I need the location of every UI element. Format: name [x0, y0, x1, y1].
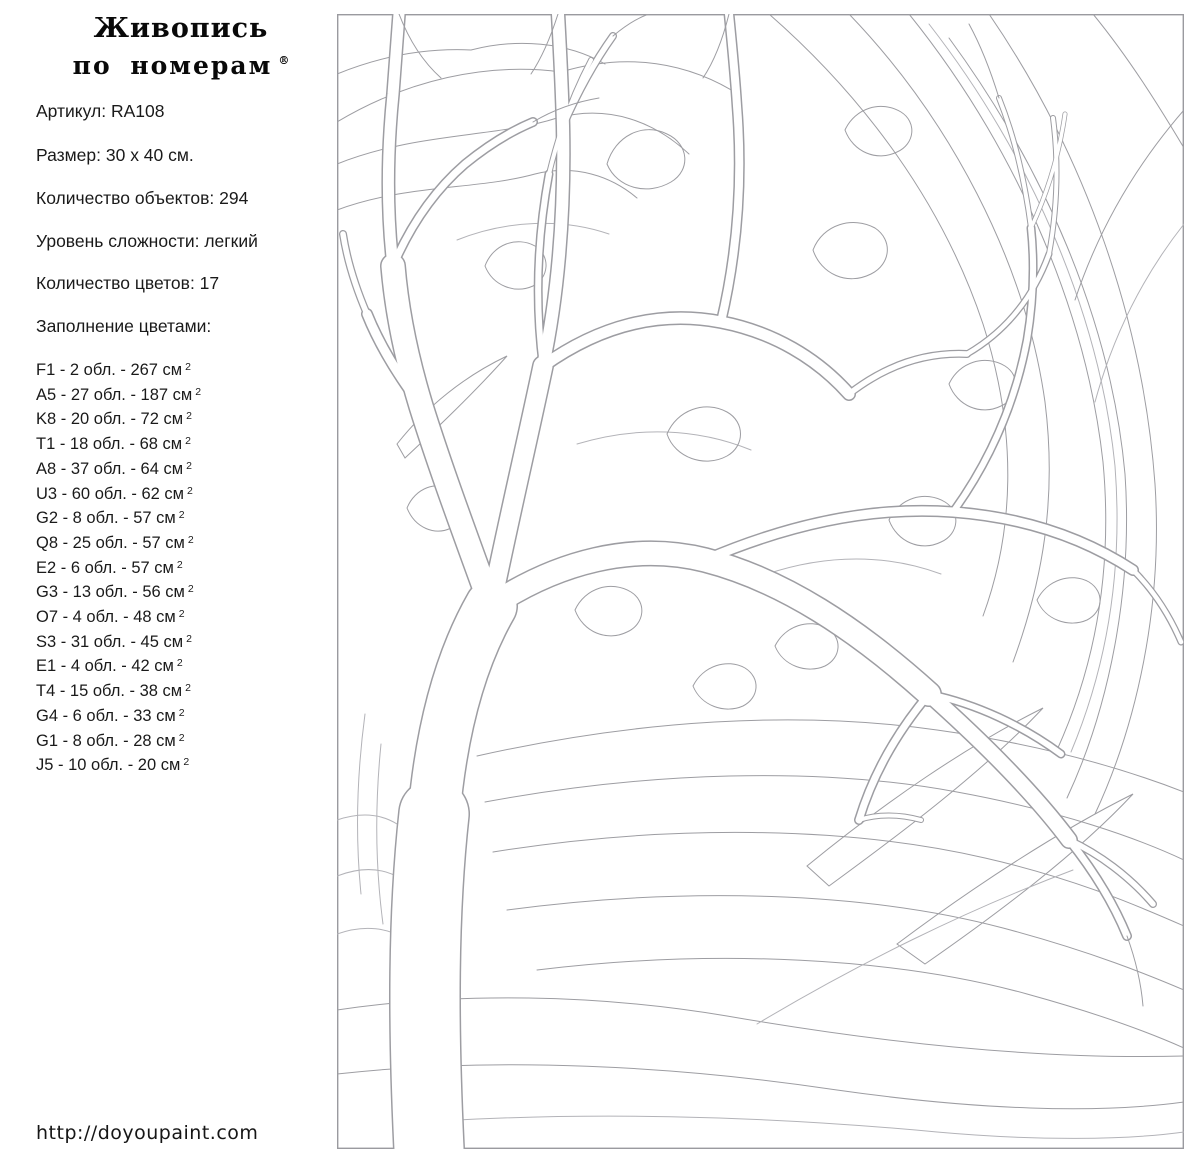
color-fill-item: G3 - 13 обл. - 56 см $^2$ — [36, 583, 194, 602]
brand-logo — [56, 14, 306, 80]
color-fill-item: J5 - 10 обл. - 20 см $^2$ — [36, 756, 190, 775]
color-fill-list — [36, 357, 201, 777]
tree-line-art — [337, 14, 1184, 1149]
color-fill-item: G1 - 8 обл. - 28 см $^2$ — [36, 731, 185, 750]
brand-logo-line1: Живопись — [93, 13, 269, 44]
color-fill-item: T1 - 18 обл. - 68 см $^2$ — [36, 435, 191, 454]
color-fill-item: E2 - 6 обл. - 57 см $^2$ — [36, 558, 183, 577]
registered-trademark: ® — [278, 54, 290, 67]
color-fill-item: A5 - 27 обл. - 187 см $^2$ — [36, 385, 202, 404]
color-fill-item: U3 - 60 обл. - 62 см $^2$ — [36, 484, 193, 503]
color-fill-item: G2 - 8 обл. - 57 см $^2$ — [36, 509, 185, 528]
difficulty-line: Уровень сложности: легкий — [36, 231, 258, 251]
color-fill-item: A8 - 37 обл. - 64 см $^2$ — [36, 459, 192, 478]
color-fill-item: Q8 - 25 обл. - 57 см $^2$ — [36, 533, 194, 552]
color-fill-item: T4 - 15 обл. - 38 см $^2$ — [36, 682, 191, 701]
canvas-area — [337, 14, 1184, 1149]
size-line: Размер: 30 x 40 см. — [36, 145, 194, 165]
website-url[interactable]: http://doyoupaint.com — [36, 1122, 259, 1144]
color-fill-item: E1 - 4 обл. - 42 см $^2$ — [36, 657, 183, 676]
color-fill-item: S3 - 31 обл. - 45 см $^2$ — [36, 632, 192, 651]
brand-logo-line2: по номерам ® — [72, 51, 290, 80]
color-fill-item: G4 - 6 обл. - 33 см $^2$ — [36, 706, 185, 725]
colors-count-line: Количество цветов: 17 — [36, 273, 220, 293]
article-line: Артикул: RA108 — [36, 101, 165, 121]
color-fill-item: K8 - 20 обл. - 72 см $^2$ — [36, 410, 192, 429]
color-fill-item: O7 - 4 обл. - 48 см $^2$ — [36, 608, 185, 627]
objects-count-line: Количество объектов: 294 — [36, 188, 249, 208]
color-fill-item: F1 - 2 обл. - 267 см $^2$ — [36, 361, 191, 379]
info-panel — [36, 0, 336, 1166]
fill-heading: Заполнение цветами: — [36, 316, 212, 336]
